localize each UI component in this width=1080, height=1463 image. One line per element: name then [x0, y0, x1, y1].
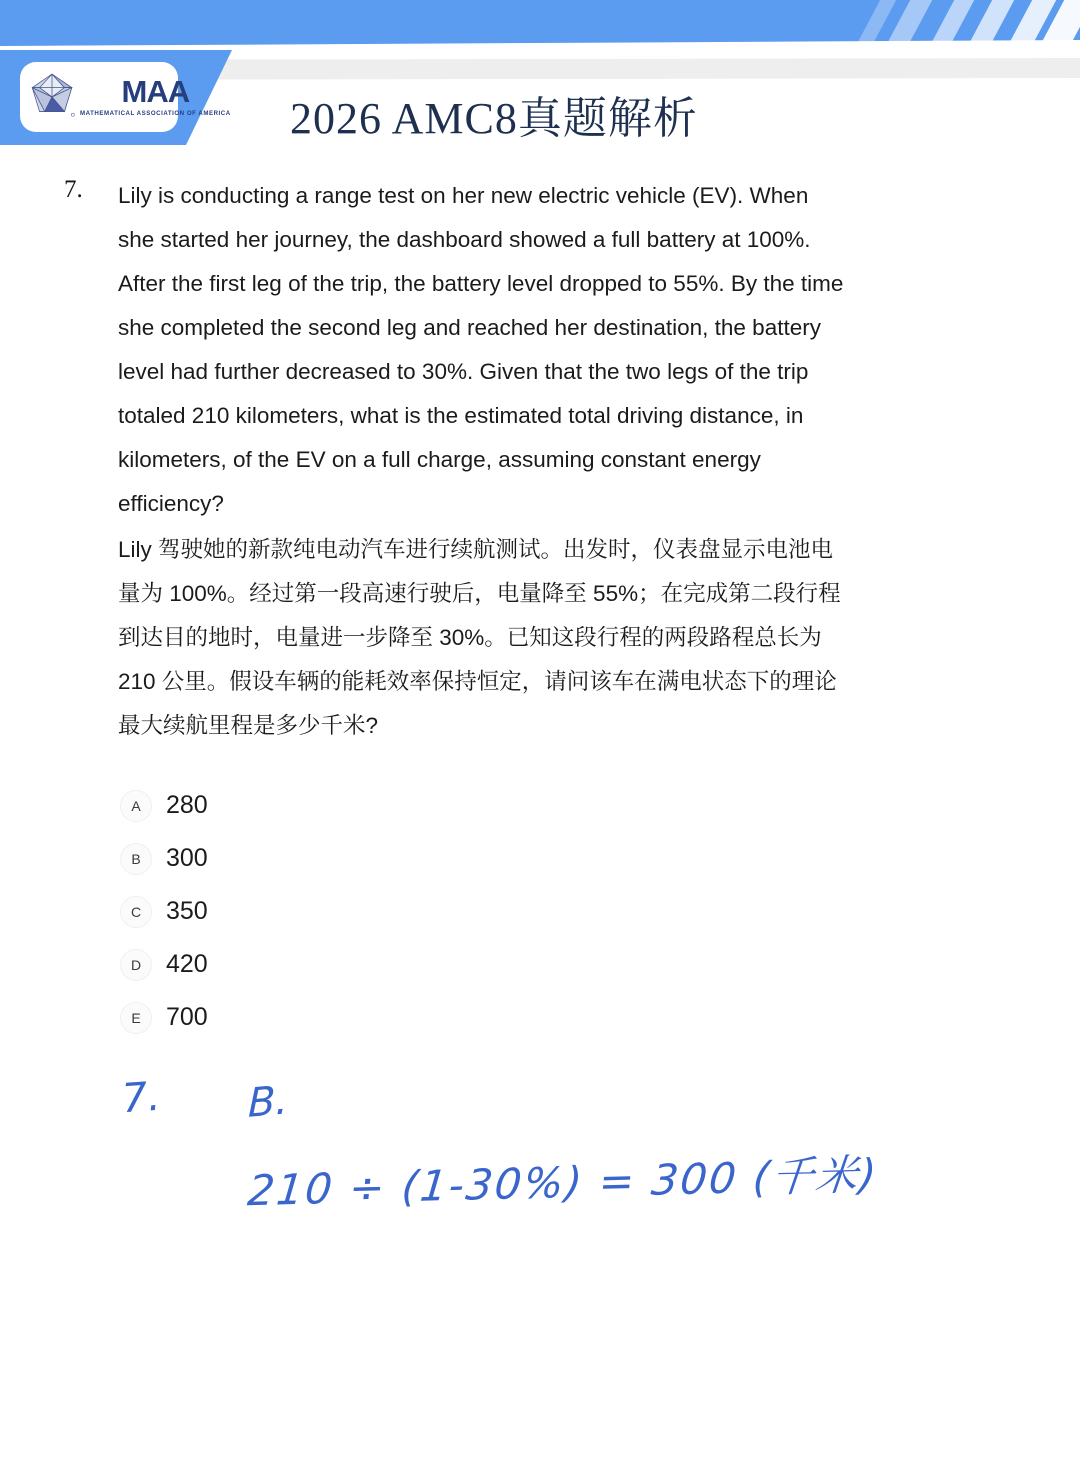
question-number: 7. — [64, 176, 83, 203]
choice-letter: E — [120, 1002, 152, 1034]
maa-logo — [20, 62, 231, 132]
question-text-chinese: Lily 驾驶她的新款纯电动汽车进行续航测试。出发时，仪表盘显示电池电量为 100%。经过第一段高速行驶后，电量降至 55%；在完成第二段行程到达目的地时，电量进一步降至 30%。已知这段行程的两段路程总长为 210 公里。假设车辆的能耗效率保持恒定，请问该车在满电状态下的理论最大续航里程是多少千米? — [118, 537, 841, 738]
solution-question-number: 7. — [120, 1073, 162, 1123]
choice-letter: C — [120, 896, 152, 928]
choice-value: 300 — [166, 844, 208, 872]
choice-d[interactable] — [120, 938, 208, 991]
choice-e[interactable] — [120, 991, 208, 1044]
choice-value: 700 — [166, 1003, 208, 1031]
choice-value: 280 — [166, 791, 208, 819]
choice-b[interactable] — [120, 832, 208, 885]
solution-answer-letter: B. — [247, 1077, 289, 1127]
question-block — [64, 174, 844, 748]
answer-choices — [120, 779, 208, 1044]
solution-working: 210 ÷ (1-30%) = 300 (千米) — [245, 1149, 881, 1216]
page-header — [0, 0, 1080, 152]
icosahedron-icon — [26, 71, 78, 123]
choice-value: 420 — [166, 950, 208, 978]
choice-letter: D — [120, 949, 152, 981]
choice-a[interactable] — [120, 779, 208, 832]
question-text-english: Lily is conducting a range test on her new electric vehicle (EV). When she started her journey, the dashboard showed a full battery at 100%. After the first leg of the trip, the battery level dropped to 55%. By the time she completed the second leg and reached her destination, the battery level had further decreased to 30%. Given that the two legs of the trip totaled 210 kilometers, what is the estimated total driving distance, in kilometers, of the EV on a full charge, assuming constant energy efficiency? — [118, 183, 844, 516]
choice-value: 350 — [166, 897, 208, 925]
choice-letter: A — [120, 790, 152, 822]
page-title: 2026 AMC8真题解析 — [290, 94, 698, 143]
maa-logo-wordmark: MAA — [121, 74, 190, 109]
maa-logo-subtitle: MATHEMATICAL ASSOCIATION OF AMERICA — [80, 110, 231, 117]
choice-c[interactable] — [120, 885, 208, 938]
choice-letter: B — [120, 843, 152, 875]
